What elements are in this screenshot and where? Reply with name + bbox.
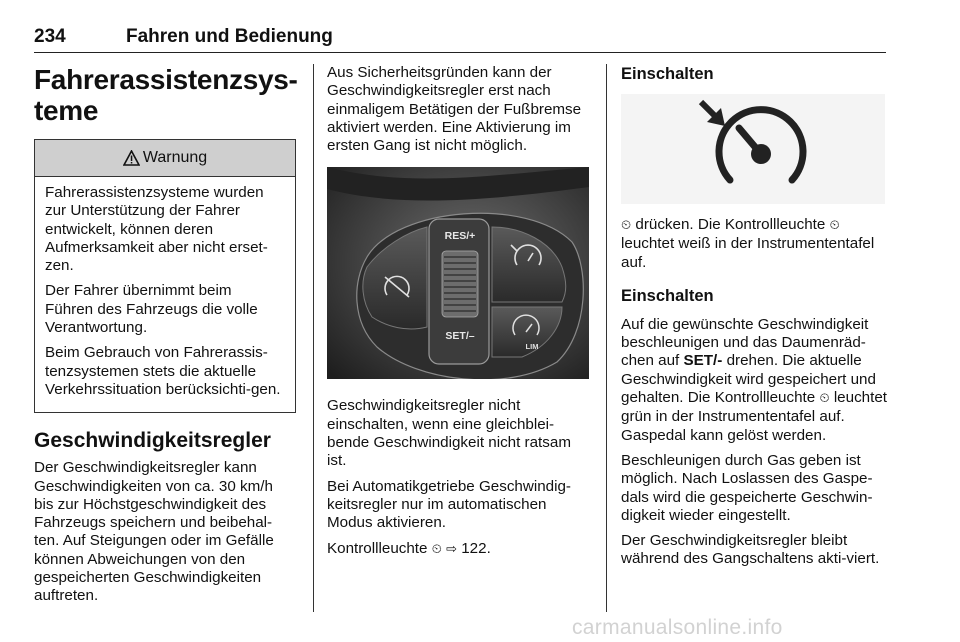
body-paragraph: Bei Automatikgetriebe Geschwindig-keitsregler nur im automatischen Modus aktivieren. [327,477,571,532]
ref-prefix: Kontrollleuchte [327,539,428,557]
body-paragraph [621,316,887,445]
body-paragraph: Der Geschwindigkeitsregler bleibt während des Gangschaltens akti-viert. [621,532,880,568]
section-title: Fahrerassistenzsys- teme [34,64,298,126]
cruise-control-icon: ⏲ [829,218,840,233]
cruise-control-icon: ⏲ [621,218,632,233]
cruise-control-symbol-image [621,94,885,204]
page-header [34,26,886,53]
warning-paragraph: Der Fahrer übernimmt beim Führen des Fahrzeugs die volle Verantwortung. [45,282,258,337]
lim-label: LIM [525,342,539,352]
chapter-title: Fahren und Bedienung [126,26,333,47]
text-run: Auf die gewünschte Geschwindigkeit beschleunigen und das Daumenräd-chen auf [621,315,869,370]
warning-paragraph: Beim Gebrauch von Fahrerassis-tenzsystemen stets die aktuelle Verkehrssituation berücksichti-gen. [45,344,281,398]
text-run: drehen. Die aktuelle Geschwindigkeit wird gespeichert und gehalten. Die Kontrollleuchte [621,352,876,407]
warning-paragraph: Fahrerassistenzsysteme wurden zur Unterstützung der Fahrer entwickelt, können deren Aufmerksamkeit aber nicht erset-zen. [45,184,268,275]
body-paragraph: Aus Sicherheitsgründen kann der Geschwindigkeitsregler erst nach einmaligem Betätigen der Fußbremse aktiviert werden. Eine Aktivierung im ersten Gang ist nicht möglich. [327,64,582,155]
warning-body [35,177,295,412]
page-ref: 122. [461,539,491,557]
subheading-einschalten: Einschalten [621,286,714,305]
page-ref-arrow-icon: ⇨ [446,541,457,557]
warning-box [34,139,296,413]
column-right [621,64,887,576]
page-number: 234 [34,26,66,47]
watermark: carmanualsonline.info [572,616,783,639]
subsection-heading: Geschwindigkeitsregler [34,429,271,453]
column-divider [606,64,607,612]
warning-header [35,140,295,177]
res-label: RES/+ [444,230,476,243]
warning-triangle-icon [123,150,140,166]
text-run-bold: SET/- [683,352,723,370]
warning-heading: Warnung [142,148,208,166]
body-paragraph [327,540,589,559]
body-paragraph: Der Geschwindigkeitsregler kann Geschwindigkeiten von ca. 30 km/h bis zur Höchstgeschwindigkeit des Fahrzeugs speichern und beibehal-ten. Auf Steigungen oder im Gefälle können Abweichungen von den gespeicherten Geschwindigkeiten auftreten. [34,459,274,605]
subheading-einschalten: Einschalten [621,65,714,83]
steering-wheel-controls-photo [327,167,589,379]
set-label: SET/– [445,330,475,343]
column-middle [327,64,589,566]
text-run: drücken. Die Kontrollleuchte [635,216,826,233]
cruise-control-icon: ⏲ [431,541,442,557]
text-run: leuchtet weiß in der Instrumententafel auf. [621,235,875,271]
body-paragraph: Geschwindigkeitsregler nicht einschalten, wenn eine gleichblei-bende Geschwindigkeit nicht ratsam ist. [327,397,571,470]
column-left [34,64,296,613]
body-paragraph: Beschleunigen durch Gas geben ist möglich. Nach Loslassen des Gaspe-dals wird die gespeicherte Geschwin-digkeit wieder eingestellt. [621,451,873,524]
text-run: leuchtet grün in der Instrumententafel auf. Gaspedal kann gelöst werden. [621,389,888,444]
column-divider [313,64,314,612]
body-paragraph [621,216,887,272]
cruise-control-icon: ⏲ [819,391,830,407]
